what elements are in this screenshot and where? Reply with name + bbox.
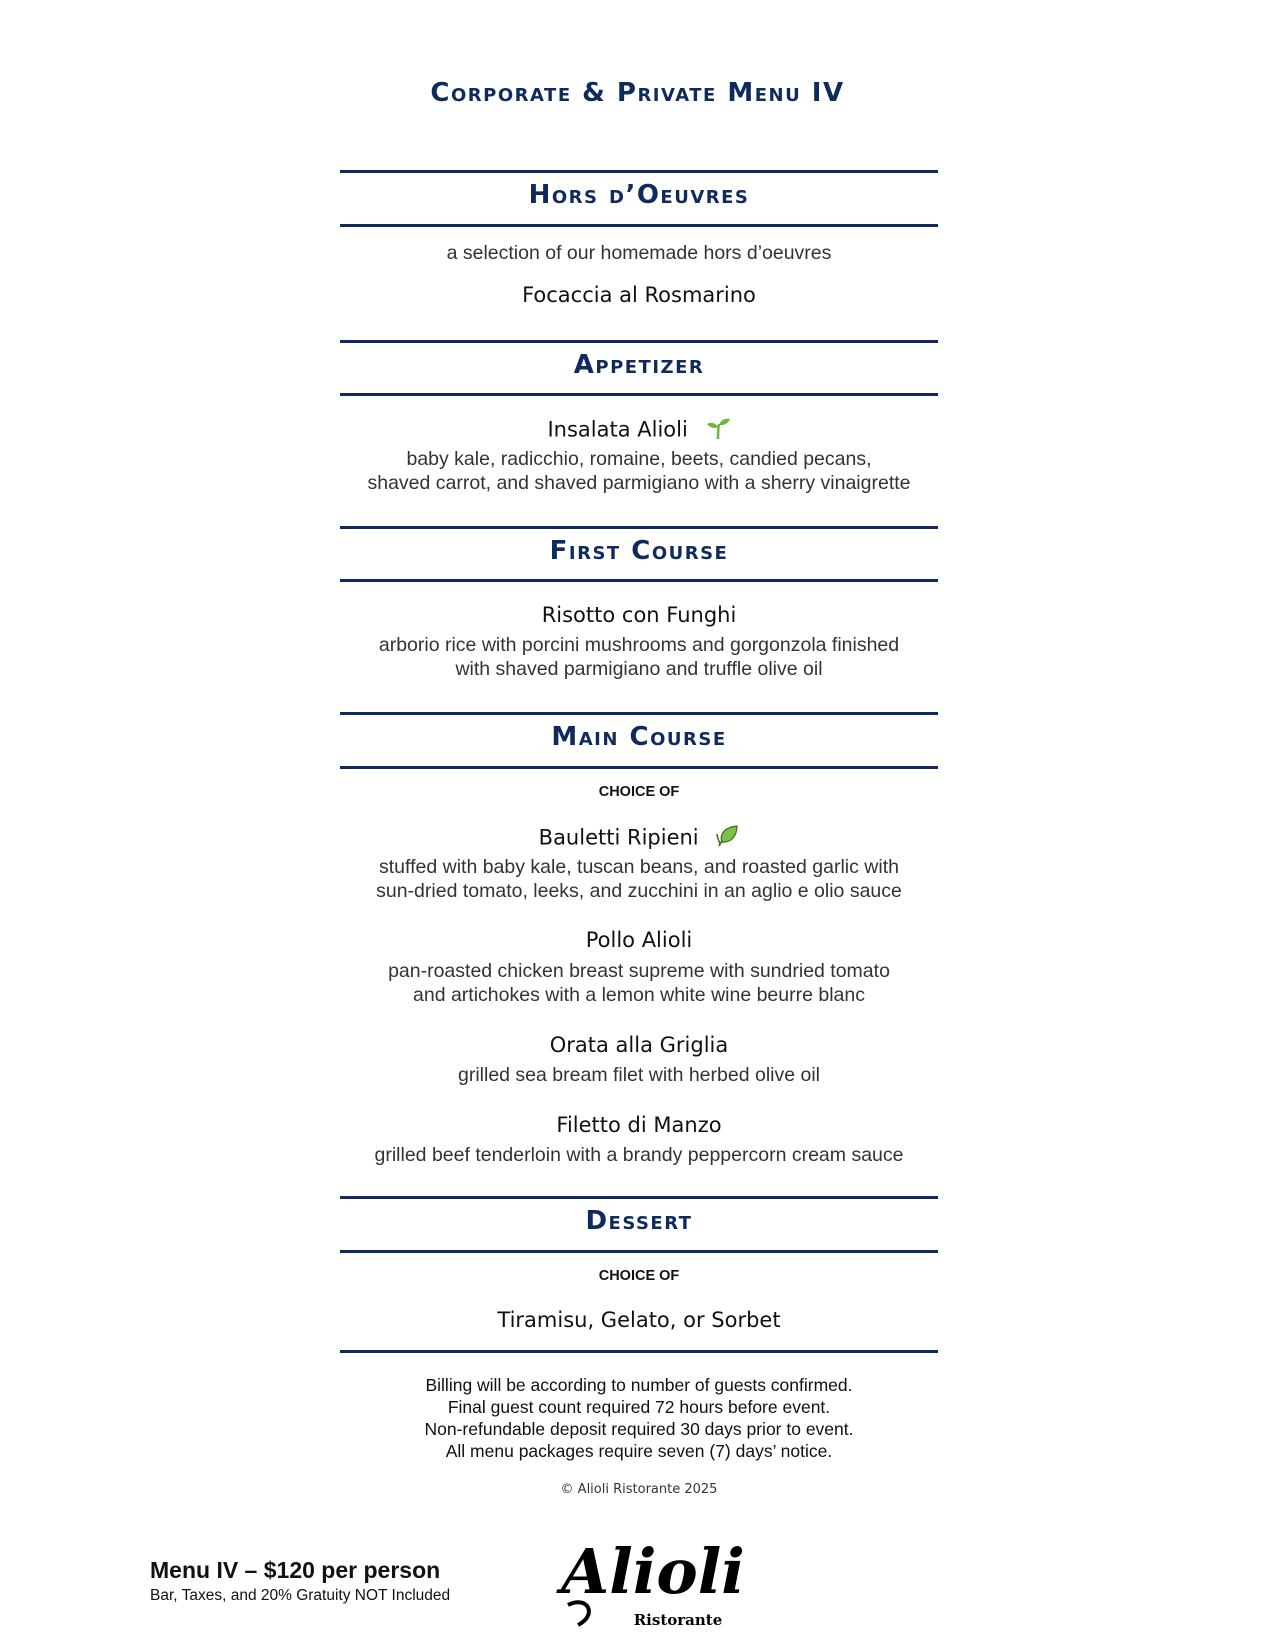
dish-description: baby kale, radicchio, romaine, beets, candied pecans, — [406, 448, 872, 470]
section-divider — [340, 712, 938, 715]
sprout-icon — [705, 416, 731, 445]
dish-description: grilled beef tenderloin with a brandy peppercorn cream sauce — [374, 1144, 904, 1166]
dish-description: with shaved parmigiano and truffle olive oil — [455, 658, 823, 680]
dish-description: and artichokes with a lemon white wine beurre blanc — [413, 984, 865, 1006]
deposit-note: Non-refundable deposit required 30 days prior to event. — [424, 1419, 854, 1439]
dish-item — [340, 416, 938, 445]
alioli-logo — [548, 1525, 758, 1635]
notice-note: All menu packages require seven (7) days’ notice. — [445, 1441, 833, 1461]
guest-count-note: Final guest count required 72 hours before event. — [447, 1397, 831, 1417]
section-divider — [340, 1250, 938, 1253]
section-divider — [340, 1350, 938, 1353]
section-divider — [340, 224, 938, 227]
dish-name: Pollo Alioli — [585, 928, 693, 952]
section-divider — [340, 170, 938, 173]
section-heading-main-course: Main Course — [551, 722, 727, 752]
section-divider — [340, 579, 938, 582]
dish-name: Risotto con Funghi — [541, 603, 737, 627]
section-divider — [340, 526, 938, 529]
dish-name: Orata alla Griglia — [549, 1033, 729, 1057]
dish-name: Insalata Alioli — [547, 417, 688, 442]
dish-description: stuffed with baby kale, tuscan beans, and roasted garlic with — [379, 856, 899, 878]
billing-note: Billing will be according to number of guests confirmed. — [425, 1375, 853, 1395]
dish-item — [340, 824, 938, 853]
logo-wordmark: Alioli — [561, 1535, 745, 1608]
price-disclaimer: Bar, Taxes, and 20% Gratuity NOT Included — [150, 1587, 451, 1604]
dish-description: pan-roasted chicken breast supreme with sundried tomato — [388, 960, 890, 982]
page-title: Corporate & Private Menu IV — [430, 78, 845, 108]
section-heading-dessert: Dessert — [585, 1206, 693, 1236]
dish-name: Bauletti Ripieni — [538, 825, 699, 850]
copyright: © Alioli Ristorante 2025 — [560, 1482, 718, 1497]
section-divider — [340, 766, 938, 769]
dish-description: arborio rice with porcini mushrooms and gorgonzola finished — [378, 634, 900, 656]
choice-of-label: CHOICE OF — [598, 1268, 680, 1284]
logo-subtitle: Ristorante — [633, 1611, 723, 1629]
section-divider — [340, 393, 938, 396]
section-divider — [340, 1196, 938, 1199]
section-intro: a selection of our homemade hors d’oeuvres — [446, 242, 832, 264]
dish-name: Tiramisu, Gelato, or Sorbet — [497, 1308, 781, 1332]
dish-name: Filetto di Manzo — [556, 1113, 722, 1137]
dish-description: grilled sea bream filet with herbed olive oil — [457, 1064, 821, 1086]
dish-description: shaved carrot, and shaved parmigiano with a sherry vinaigrette — [367, 472, 911, 494]
choice-of-label: CHOICE OF — [598, 784, 680, 800]
dish-name: Focaccia al Rosmarino — [522, 283, 756, 307]
section-heading-appetizer: Appetizer — [573, 350, 705, 380]
section-divider — [340, 340, 938, 343]
vegetarian-leaf-icon — [715, 824, 739, 853]
menu-price: Menu IV – $120 per person — [150, 1557, 441, 1583]
section-heading-hors-doeuvres: Hors d’Oeuvres — [528, 180, 750, 210]
section-heading-first-course: First Course — [549, 536, 729, 566]
dish-description: sun-dried tomato, leeks, and zucchini in an aglio e olio sauce — [376, 880, 902, 902]
